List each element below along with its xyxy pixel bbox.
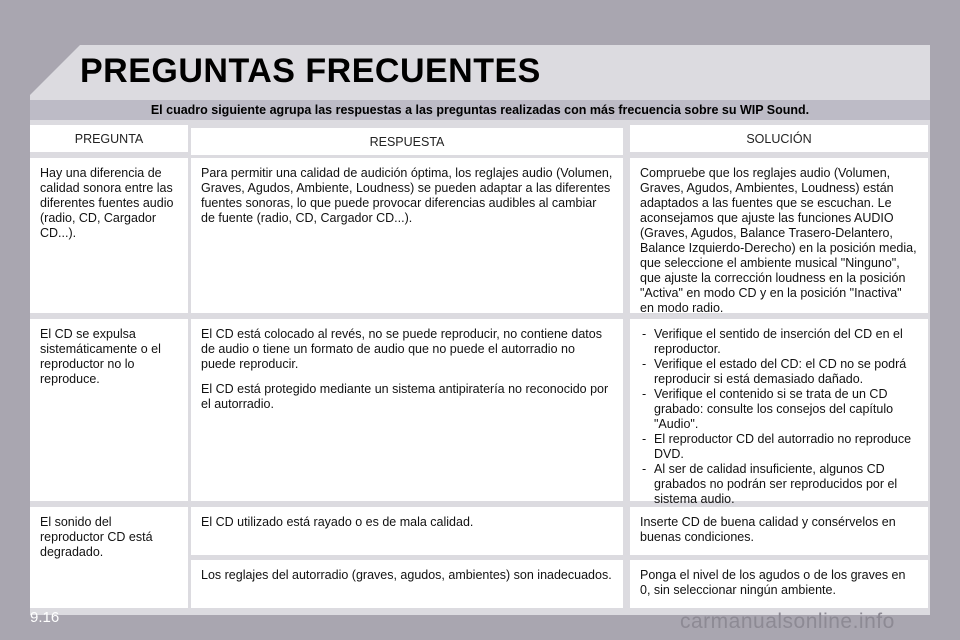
watermark: carmanualsonline.info bbox=[680, 610, 895, 633]
row2-pregunta: El CD se expulsa sistemáticamente o el reproductor no lo reproduce. bbox=[30, 319, 188, 501]
row3-pregunta: El sonido del reproductor CD está degradado. bbox=[30, 507, 188, 608]
row3-solucion-b: Ponga el nivel de los agudos o de los graves en 0, sin seleccionar ningún ambiente. bbox=[630, 560, 928, 608]
row1-pregunta: Hay una diferencia de calidad sonora entre las diferentes fuentes audio (radio, CD, Cargador CD...). bbox=[30, 158, 188, 313]
row1-solucion: Compruebe que los reglajes audio (Volumen, Graves, Agudos, Ambientes, Loudness) están adaptados a las fuentes que se escuchan. Le aconsejamos que ajuste las funciones AUDIO (Graves, Agudos, Balance Trasero-Delantero, Balance Izquierdo-Derecho) en la posición media, que seleccione el ambiente musical "Ninguno", que ajuste la corrección loudness en la posición "Activa" en modo CD y en la posición "Inactiva" en modo radio. bbox=[630, 158, 928, 313]
list-item: - El reproductor CD del autorradio no reproduce DVD. bbox=[640, 432, 918, 462]
list-item: - Verifique el estado del CD: el CD no se podrá reproducir si está demasiado dañado. bbox=[640, 357, 918, 387]
page-title: PREGUNTAS FRECUENTES bbox=[80, 52, 541, 90]
row3-respuesta-a: El CD utilizado está rayado o es de mala calidad. bbox=[191, 507, 623, 555]
row2-solucion bbox=[630, 319, 928, 506]
row3-respuesta-b: Los reglajes del autorradio (graves, agudos, ambientes) son inadecuados. bbox=[191, 560, 623, 608]
list-item: - Verifique el contenido si se trata de un CD grabado: consulte los consejos del capítulo "Audio". bbox=[640, 387, 918, 432]
row3-solucion-a: Inserte CD de buena calidad y consérvelos en buenas condiciones. bbox=[630, 507, 928, 555]
list-item: - Al ser de calidad insuficiente, algunos CD grabados no podrán ser reproducidos por el sistema audio. bbox=[640, 462, 918, 507]
page-subtitle: El cuadro siguiente agrupa las respuestas a las preguntas realizadas con más frecuencia sobre su WIP Sound. bbox=[30, 100, 930, 120]
list-item: - Verifique el sentido de inserción del CD en el reproductor. bbox=[640, 327, 918, 357]
header-solucion: SOLUCIÓN bbox=[630, 125, 928, 152]
row2-respuesta bbox=[191, 319, 623, 501]
row2-respuesta-paragraph-2: El CD está protegido mediante un sistema antipiratería no reconocido por el autorradio. bbox=[201, 382, 609, 411]
page-number: 9.16 bbox=[30, 609, 60, 626]
row1-respuesta: Para permitir una calidad de audición óptima, los reglajes audio (Volumen, Graves, Agudos, Ambiente, Loudness) se pueden adaptar a las diferentes fuentes sonoras, lo que puede provocar diferencias audibles al cambiar de fuente (radio, CD, Cargador CD...). bbox=[191, 158, 623, 313]
row2-solucion-list bbox=[640, 327, 918, 507]
row2-respuesta-paragraph-1: El CD está colocado al revés, no se puede reproducir, no contiene datos de audio o tiene un formato de audio que no puede el autorradio no puede reproducir. bbox=[201, 327, 602, 371]
header-pregunta: PREGUNTA bbox=[30, 125, 188, 152]
header-respuesta: RESPUESTA bbox=[191, 128, 623, 155]
